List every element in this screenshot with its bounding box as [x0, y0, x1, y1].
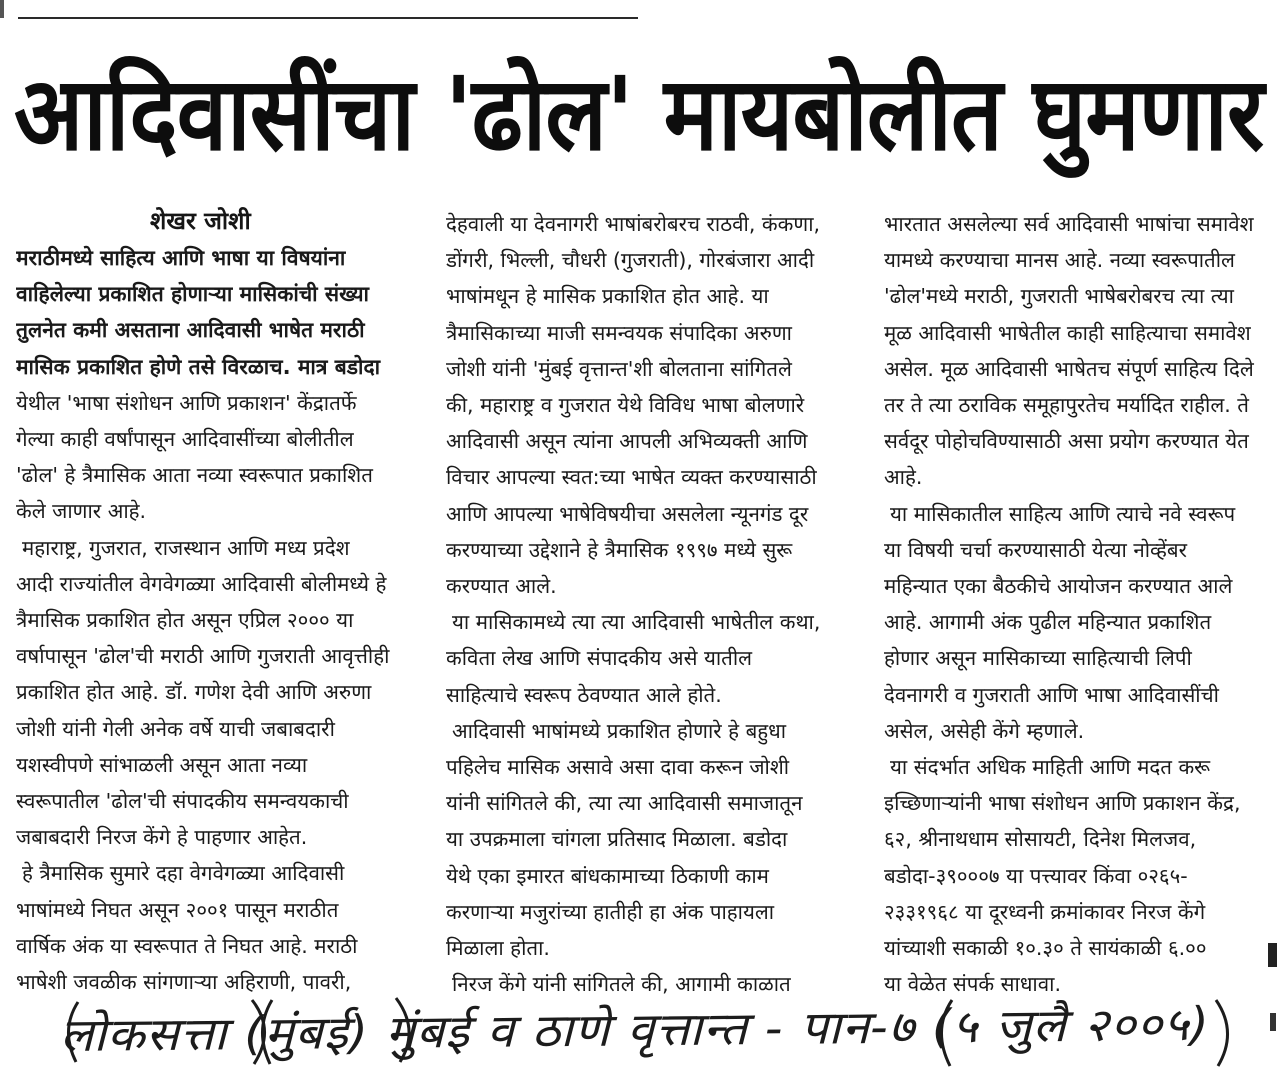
article-line: ६२, श्रीनाथधाम सोसायटी, दिनेश मिलजव,	[884, 827, 1197, 852]
article-line: वर्षापासून 'ढोल'ची मराठी आणि गुजराती आवृत्तीही	[16, 644, 390, 669]
article-line: कविता लेख आणि संपादकीय असे यातील	[446, 646, 753, 671]
article-line: देवनागरी व गुजराती आणि भाषा आदिवासींची	[884, 682, 1219, 707]
headline: आदिवासींचा 'ढोल' मायबोलीत घुमणार	[14, 55, 1264, 174]
article-line: भाषांमधून हे मासिक प्रकाशित होत आहे. या	[446, 284, 769, 309]
article-lead-line: मासिक प्रकाशित होणे तसे विरळाच. मात्र बडोदा	[16, 354, 381, 379]
article-line: भारतात असलेल्या सर्व आदिवासी भाषांचा समावेश	[884, 212, 1254, 236]
article-line: होणार असून मासिकाच्या साहित्याची लिपी	[884, 646, 1192, 671]
scan-margin-mark	[1268, 943, 1277, 967]
article-line: की, महाराष्ट्र व गुजरात येथे विविध भाषा बोलणारे	[446, 393, 805, 418]
article-line: त्रैमासिक प्रकाशित होत असून एप्रिल २००० या	[16, 608, 354, 633]
article-line: असेल. मूळ आदिवासी भाषेतच संपूर्ण साहित्य दिले	[884, 356, 1254, 381]
article-column-3	[884, 206, 1277, 1002]
article-line: विचार आपल्या स्वत:च्या भाषेत व्यक्त करण्यासाठी	[446, 465, 817, 490]
article-line: प्रकाशित होत आहे. डॉ. गणेश देवी आणि अरुणा	[16, 680, 372, 705]
article-line: यांच्याशी सकाळी १०.३० ते सायंकाळी ६.००	[884, 936, 1207, 961]
article-line: या संदर्भात अधिक माहिती आणि मदत करू	[890, 755, 1211, 780]
article-line: डोंगरी, भिल्ली, चौधरी (गुजराती), गोरबंजारा आदी	[446, 248, 815, 273]
article-line: मिळाला होता.	[446, 936, 550, 961]
article-line: जोशी यांनी गेली अनेक वर्षे याची जबाबदारी	[16, 716, 335, 741]
article-line: आदिवासी असून त्यांना आपली अभिव्यक्ती आणि	[446, 429, 808, 454]
article-line: आणि आपल्या भाषेविषयीचा असलेला न्यूनगंड दूर	[446, 501, 809, 526]
article-lead-line: वाहिलेल्या प्रकाशित होणाऱ्या मासिकांची संख्या	[16, 282, 369, 307]
article-line: पहिलेच मासिक असावे असा दावा करून जोशी	[446, 755, 790, 780]
article-line: येथील 'भाषा संशोधन आणि प्रकाशन' केंद्रातर्फे	[16, 390, 357, 415]
article-line: देहवाली या देवनागरी भाषांबरोबरच राठवी, कंकणा,	[446, 212, 821, 236]
article-line: यांनी सांगितले की, त्या त्या आदिवासी समाजातून	[446, 791, 803, 816]
article-line: येथे एका इमारत बांधकामाच्या ठिकाणी काम	[446, 863, 769, 888]
article-line: स्वरूपातील 'ढोल'ची संपादकीय समन्वयकाची	[16, 789, 349, 814]
article-line: या उपक्रमाला चांगला प्रतिसाद मिळाला. बडोदा	[446, 827, 788, 852]
article-line: गेल्या काही वर्षांपासून आदिवासींच्या बोलीतील	[16, 427, 354, 452]
article-line: करण्यात आले.	[446, 574, 557, 599]
article-column-2	[446, 206, 854, 1002]
article-line: भाषांमध्ये निघत असून २००१ पासून मराठीत	[16, 897, 339, 922]
scan-margin-mark	[1270, 1013, 1276, 1031]
article-line: या मासिकामध्ये त्या त्या आदिवासी भाषेतील कथा,	[452, 610, 821, 635]
article-line: या विषयी चर्चा करण्यासाठी येत्या नोव्हेंबर	[884, 537, 1187, 562]
scan-edge-mark	[0, 0, 4, 18]
article-line: आहे.	[884, 465, 923, 490]
article-line: 'ढोल' हे त्रैमासिक आता नव्या स्वरूपात प्रकाशित	[16, 463, 373, 488]
article-line: आहे. आगामी अंक पुढील महिन्यात प्रकाशित	[884, 610, 1212, 635]
article-line: २३३१९६८ या दूरध्वनी क्रमांकावर निरज केंगे	[884, 899, 1206, 924]
article-line: आदिवासी भाषांमध्ये प्रकाशित होणारे हे बहुधा	[452, 718, 787, 743]
article-column-1	[16, 240, 418, 1000]
article-line: त्रैमासिकाच्या माजी समन्वयक संपादिका अरुणा	[446, 320, 792, 345]
article-line: इच्छिणाऱ्यांनी भाषा संशोधन आणि प्रकाशन केंद्र,	[884, 791, 1241, 816]
article-line: 'ढोल'मध्ये मराठी, गुजराती भाषेबरोबरच त्या त्या	[884, 284, 1234, 309]
article-line: महिन्यात एका बैठकीचे आयोजन करण्यात आले	[884, 574, 1233, 599]
article-line: तर ते त्या ठराविक समूहापुरतेच मर्यादित राहील. ते	[884, 393, 1249, 418]
article-line: जबाबदारी निरज केंगे हे पाहणार आहेत.	[16, 825, 308, 850]
article-line: वार्षिक अंक या स्वरूपात ते निघत आहे. मराठी	[16, 933, 358, 958]
article-lead-line: मराठीमध्ये साहित्य आणि भाषा या विषयांना	[16, 246, 346, 270]
article-line: साहित्याचे स्वरूप ठेवण्यात आले होते.	[446, 682, 722, 707]
article-line: यामध्ये करण्याचा मानस आहे. नव्या स्वरूपातील	[884, 248, 1235, 273]
byline: शेखर जोशी	[150, 207, 251, 235]
article-line: या मासिकातील साहित्य आणि त्याचे नवे स्वरूप	[890, 501, 1236, 526]
article-line: असेल, असेही केंगे म्हणाले.	[884, 718, 1085, 743]
article-line: हे त्रैमासिक सुमारे दहा वेगवेगळ्या आदिवासी	[22, 861, 345, 886]
article-line: जोशी यांनी 'मुंबई वृत्तान्त'शी बोलताना सांगितले	[446, 356, 792, 381]
article-line: निरज केंगे यांनी सांगितले की, आगामी काळात	[452, 972, 791, 997]
article-lead-line: तुलनेत कमी असताना आदिवासी भाषेत मराठी	[16, 318, 365, 343]
article-line: केले जाणार आहे.	[16, 499, 147, 524]
article-line: या वेळेत संपर्क साधावा.	[884, 972, 1061, 997]
article-line: करण्याच्या उद्देशाने हे त्रैमासिक १९९७ मध्ये सुरू	[446, 537, 793, 562]
article-line: यशस्वीपणे सांभाळली असून आता नव्या	[16, 752, 308, 777]
top-rule	[18, 17, 638, 19]
article-line: बडोदा-३९०००७ या पत्त्यावर किंवा ०२६५-	[884, 863, 1188, 888]
article-line: सर्वदूर पोहोचविण्यासाठी असा प्रयोग करण्यात येत	[884, 429, 1249, 454]
handwritten-source-note: लोकसत्ता (मुंबई) मुंबई व ठाणे वृत्तान्त - पान-७ (५ जुलै २००५)	[59, 996, 1211, 1062]
article-line: मूळ आदिवासी भाषेतील काही साहित्याचा समावेश	[884, 320, 1251, 345]
article-line: भाषेशी जवळीक सांगणाऱ्या अहिराणी, पावरी,	[16, 970, 352, 995]
article-line: महाराष्ट्र, गुजरात, राजस्थान आणि मध्य प्रदेश	[22, 535, 350, 560]
article-line: करणाऱ्या मजुरांच्या हातीही हा अंक पाहायला	[446, 899, 775, 924]
article-line: आदी राज्यांतील वेगवेगळ्या आदिवासी बोलीमध्ये हे	[16, 571, 387, 596]
